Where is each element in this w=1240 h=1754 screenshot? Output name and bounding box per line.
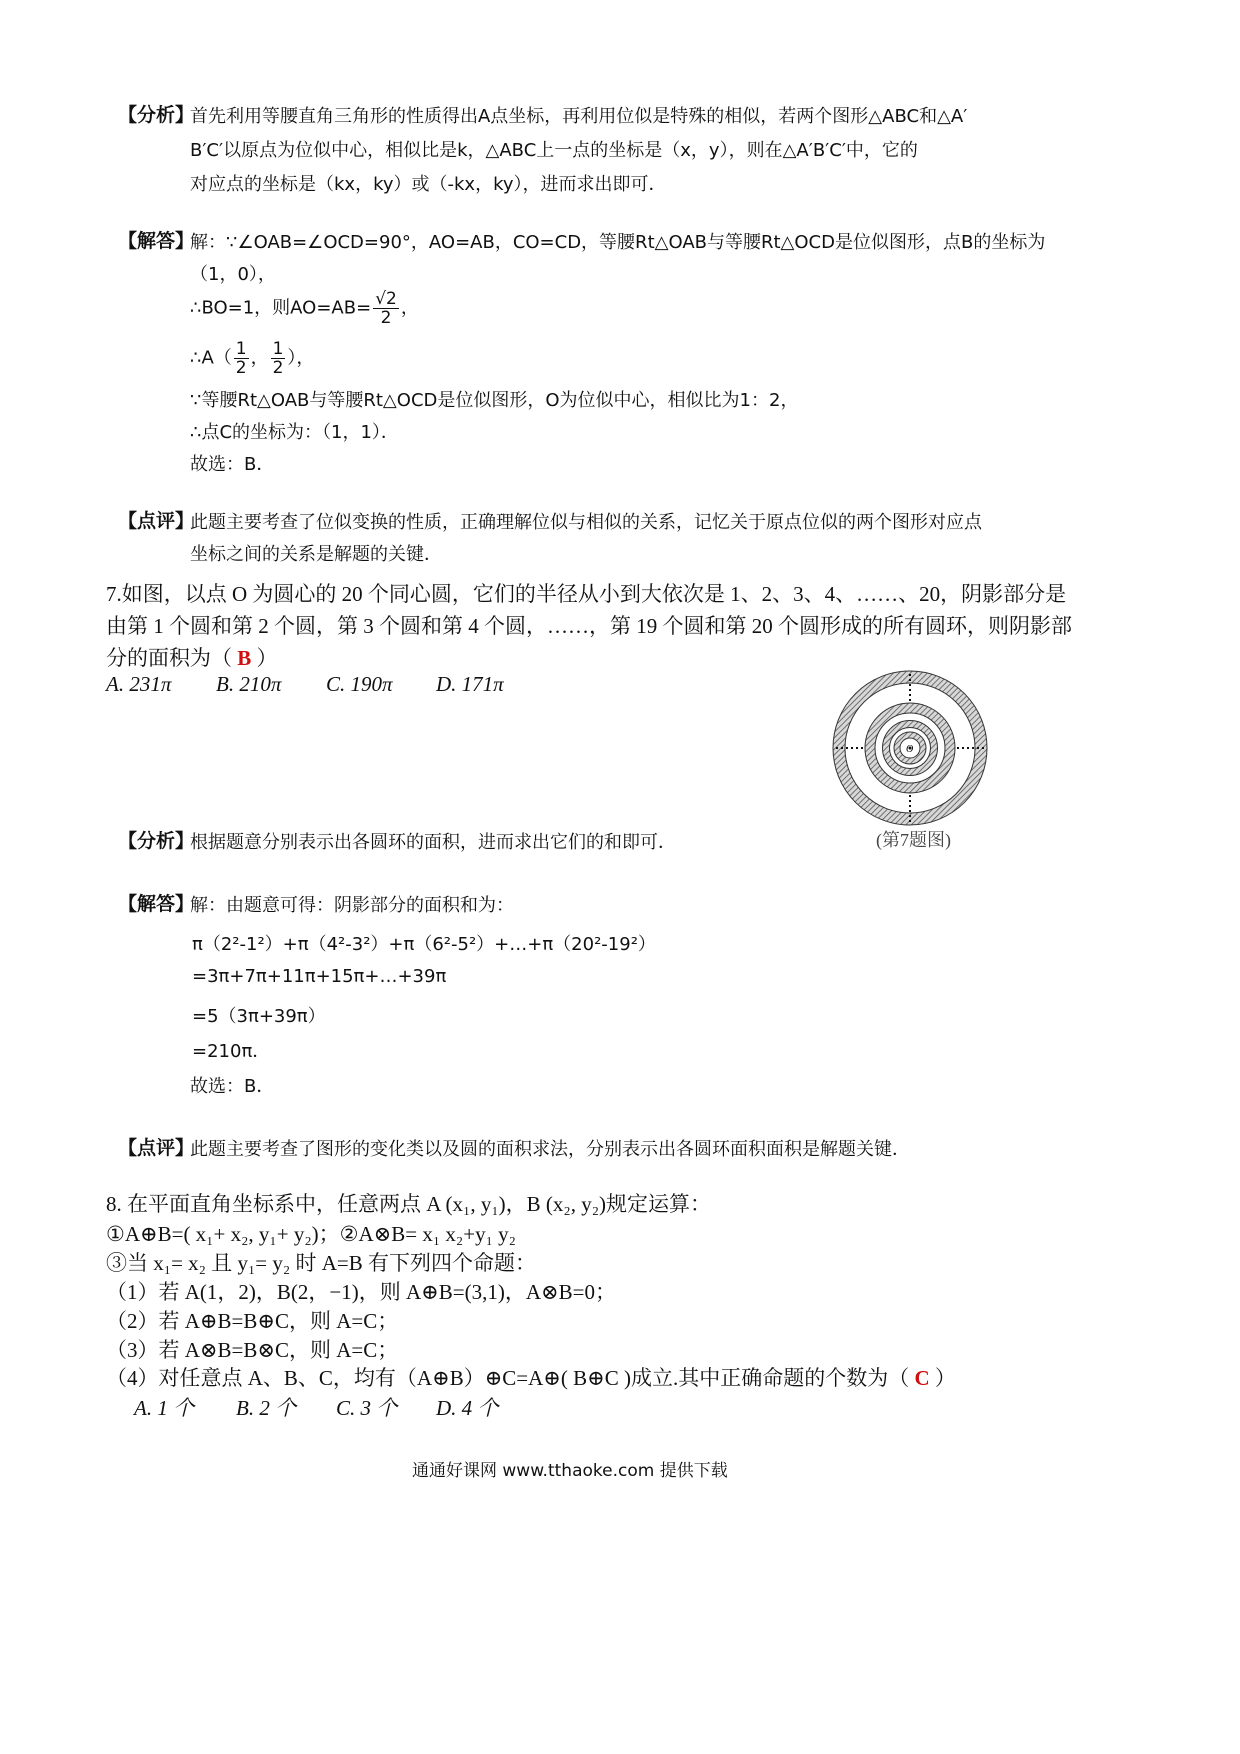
q7-answer-line: 解：由题意可得：阴影部分的面积和为： (190, 895, 514, 916)
q6-analysis-line: 首先利用等腰直角三角形的性质得出A点坐标，再利用位似是特殊的相似，若两个图形△ABC和△A′ (190, 106, 968, 127)
fraction-one-half: $\frac{1}{2}$ (235, 339, 247, 378)
q7-answer-line: 故选：B． (190, 1076, 275, 1097)
q7-stem-line: 分的面积为（ B ） (106, 646, 278, 670)
review-tag: 【点评】 (118, 1137, 195, 1159)
q8-proposition: （2）若 A⊕B=B⊕C，则 A=C； (106, 1309, 399, 1333)
q6-answer-line: ∵等腰Rt△OAB与等腰Rt△OCD是位似图形，O为位似中心，相似比为1：2， (190, 390, 799, 411)
q8-option-a: A. 1 个 (134, 1396, 195, 1420)
q6-answer-line: ∴BO=1，则AO=AB= $\frac{√2}{2}$ ， (190, 289, 419, 328)
q6-analysis-line: B′C′以原点为位似中心，相似比是k，△ABC上一点的坐标是（x，y），则在△A′B′C′中，它的 (190, 140, 918, 161)
figure-caption: (第7题图) (876, 830, 951, 850)
fraction-sqrt2-over-2: $\frac{√2}{2}$ (375, 289, 397, 328)
q6-answer-line: 故选：B． (190, 454, 275, 475)
q8-answer-letter: C (914, 1366, 930, 1390)
q8-stem-line: ①A⊕B=( x₁+ x₂, y₁+ y₂)；②A⊗B= x₁ x₂+y₁ y₂ (106, 1222, 516, 1246)
q8-proposition: （3）若 A⊗B=B⊗C，则 A=C； (106, 1338, 399, 1362)
q7-option-c: C. 190π (326, 672, 393, 696)
q7-calc-line: π（2²-1²）+π（4²-3²）+π（6²-5²）+…+π（20²-19²） (192, 934, 656, 955)
q7-answer-letter: B (237, 646, 252, 670)
q7-option-a: A. 231π (106, 672, 172, 696)
page-footer: 通通好课网 www.tthaoke.com 提供下载 (412, 1461, 728, 1481)
q6-analysis-line: 对应点的坐标是（kx，ky）或（-kx，ky），进而求出即可． (190, 174, 667, 195)
q6-review-line: 此题主要考查了位似变换的性质，正确理解位似与相似的关系，记忆关于原点位似的两个图形对应点 (190, 512, 982, 533)
q6-answer-line: 解：∵∠OAB=∠OCD=90°，AO=AB，CO=CD，等腰Rt△OAB与等腰Rt△OCD是位似图形，点B的坐标为 (190, 232, 1046, 253)
q7-stem-line: 7.如图，以点 O 为圆心的 20 个同心圆，它们的半径从小到大依次是 1、2、3、4、……、20，阴影部分是 (106, 582, 1067, 606)
q8-option-d: D. 4 个 (436, 1396, 499, 1420)
q6-review-line: 坐标之间的关系是解题的关键． (190, 544, 442, 565)
q6-answer-line: （1，0）， (190, 264, 276, 285)
q7-option-b: B. 210π (216, 672, 282, 696)
q6-answer-line: ∴A（ $\frac{1}{2}$ ， $\frac{1}{2}$ ）， (190, 339, 315, 378)
q7-calc-line: =5（3π+39π） (192, 1006, 326, 1027)
q7-review-line: 此题主要考查了图形的变化类以及圆的面积求法，分别表示出各圆环面积面积是解题关键． (190, 1139, 910, 1160)
q6-answer-line: ∴点C的坐标为：（1，1）． (190, 422, 399, 443)
fraction-one-half: $\frac{1}{2}$ (272, 339, 284, 378)
q8-stem-line: ③当 x₁= x₂ 且 y₁= y₂ 时 A=B 有下列四个命题： (106, 1251, 536, 1275)
q8-proposition: （1）若 A(1，2)，B(2，−1)，则 A⊕B=(3,1)，A⊗B=0； (106, 1280, 616, 1304)
analysis-tag: 【分析】 (118, 104, 195, 126)
q8-option-b: B. 2 个 (236, 1396, 297, 1420)
q7-stem-line: 由第 1 个圆和第 2 个圆，第 3 个圆和第 4 个圆，……，第 19 个圆和第 20 个圆形成的所有圆环，则阴影部 (106, 614, 1072, 638)
q7-calc-line: =210π． (192, 1041, 271, 1062)
concentric-circles-figure (830, 668, 990, 828)
q7-option-d: D. 171π (436, 672, 504, 696)
q8-proposition: （4）对任意点 A、B、C，均有（A⊕B）⊕C=A⊕( B⊕C )成立.其中正确命题的个数为（ C ） (106, 1366, 956, 1390)
analysis-tag: 【分析】 (118, 830, 195, 852)
q7-calc-line: =3π+7π+11π+15π+…+39π (192, 966, 447, 987)
review-tag: 【点评】 (118, 510, 195, 532)
q7-analysis-line: 根据题意分别表示出各圆环的面积，进而求出它们的和即可． (190, 832, 676, 853)
center-label-o: O (906, 744, 914, 755)
answer-tag: 【解答】 (118, 893, 195, 915)
q8-option-c: C. 3 个 (336, 1396, 398, 1420)
answer-tag: 【解答】 (118, 230, 195, 252)
q8-stem-line: 8. 在平面直角坐标系中，任意两点 A (x₁, y₁)，B (x₂, y₂)规定运算： (106, 1192, 712, 1216)
